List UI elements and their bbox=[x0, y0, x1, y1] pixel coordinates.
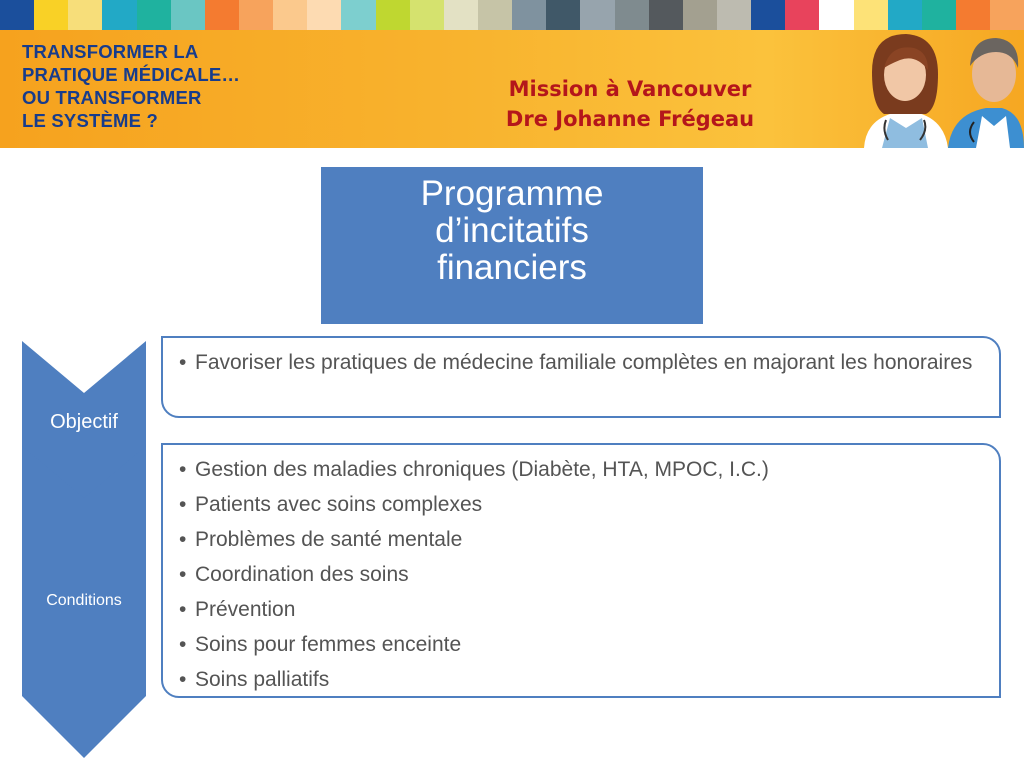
tagline-line: TRANSFORMER LA bbox=[22, 41, 199, 62]
color-strip bbox=[0, 0, 1024, 30]
condition-item: • Problèmes de santé mentale bbox=[173, 522, 985, 557]
color-swatch bbox=[341, 0, 375, 30]
color-swatch bbox=[376, 0, 410, 30]
color-swatch bbox=[615, 0, 649, 30]
color-swatch bbox=[717, 0, 751, 30]
doctors-photo bbox=[856, 30, 1024, 148]
condition-item: • Soins palliatifs bbox=[173, 662, 985, 697]
conditions-list bbox=[173, 452, 985, 697]
condition-item: • Gestion des maladies chroniques (Diabète, HTA, MPOC, I.C.) bbox=[173, 452, 985, 487]
program-heading bbox=[321, 167, 703, 324]
color-swatch bbox=[0, 0, 34, 30]
color-swatch bbox=[546, 0, 580, 30]
heading-line-3: financiers bbox=[437, 248, 587, 287]
male-doctor-figure bbox=[948, 38, 1024, 148]
color-swatch bbox=[956, 0, 990, 30]
heading-line-2: d’incitatifs bbox=[435, 211, 589, 250]
mission-line-1: Mission à Vancouver bbox=[508, 77, 752, 101]
color-swatch bbox=[785, 0, 819, 30]
condition-item: • Soins pour femmes enceinte bbox=[173, 627, 985, 662]
color-swatch bbox=[171, 0, 205, 30]
objectif-label: Objectif bbox=[50, 411, 118, 433]
objectif-item: • Favoriser les pratiques de médecine familiale complètes en majorant les honoraires bbox=[173, 348, 985, 377]
color-swatch bbox=[410, 0, 444, 30]
color-swatch bbox=[444, 0, 478, 30]
color-swatch bbox=[990, 0, 1024, 30]
color-swatch bbox=[888, 0, 922, 30]
color-swatch bbox=[819, 0, 853, 30]
color-swatch bbox=[34, 0, 68, 30]
heading-line-1: Programme bbox=[420, 174, 604, 213]
objectif-box bbox=[161, 336, 1001, 418]
condition-item: • Prévention bbox=[173, 592, 985, 627]
tagline-line: LE SYSTÈME ? bbox=[22, 110, 159, 131]
condition-item: • Patients avec soins complexes bbox=[173, 487, 985, 522]
objectif-list bbox=[173, 348, 985, 377]
color-swatch bbox=[239, 0, 273, 30]
condition-item: • Coordination des soins bbox=[173, 557, 985, 592]
color-swatch bbox=[751, 0, 785, 30]
color-swatch bbox=[273, 0, 307, 30]
mission-title bbox=[470, 74, 790, 134]
color-swatch bbox=[580, 0, 614, 30]
female-doctor-figure bbox=[864, 34, 948, 148]
color-swatch bbox=[922, 0, 956, 30]
tagline-line: OU TRANSFORMER bbox=[22, 87, 202, 108]
conditions-box bbox=[161, 443, 1001, 698]
color-swatch bbox=[137, 0, 171, 30]
color-swatch bbox=[205, 0, 239, 30]
mission-line-2: Dre Johanne Frégeau bbox=[505, 107, 755, 131]
color-swatch bbox=[307, 0, 341, 30]
color-swatch bbox=[512, 0, 546, 30]
color-swatch bbox=[478, 0, 512, 30]
color-swatch bbox=[68, 0, 102, 30]
color-swatch bbox=[854, 0, 888, 30]
color-swatch bbox=[102, 0, 136, 30]
tagline-line: PRATIQUE MÉDICALE… bbox=[22, 64, 241, 85]
banner-tagline bbox=[22, 40, 240, 132]
color-swatch bbox=[649, 0, 683, 30]
conditions-label: Conditions bbox=[46, 592, 122, 609]
color-swatch bbox=[683, 0, 717, 30]
header-banner bbox=[0, 30, 1024, 148]
